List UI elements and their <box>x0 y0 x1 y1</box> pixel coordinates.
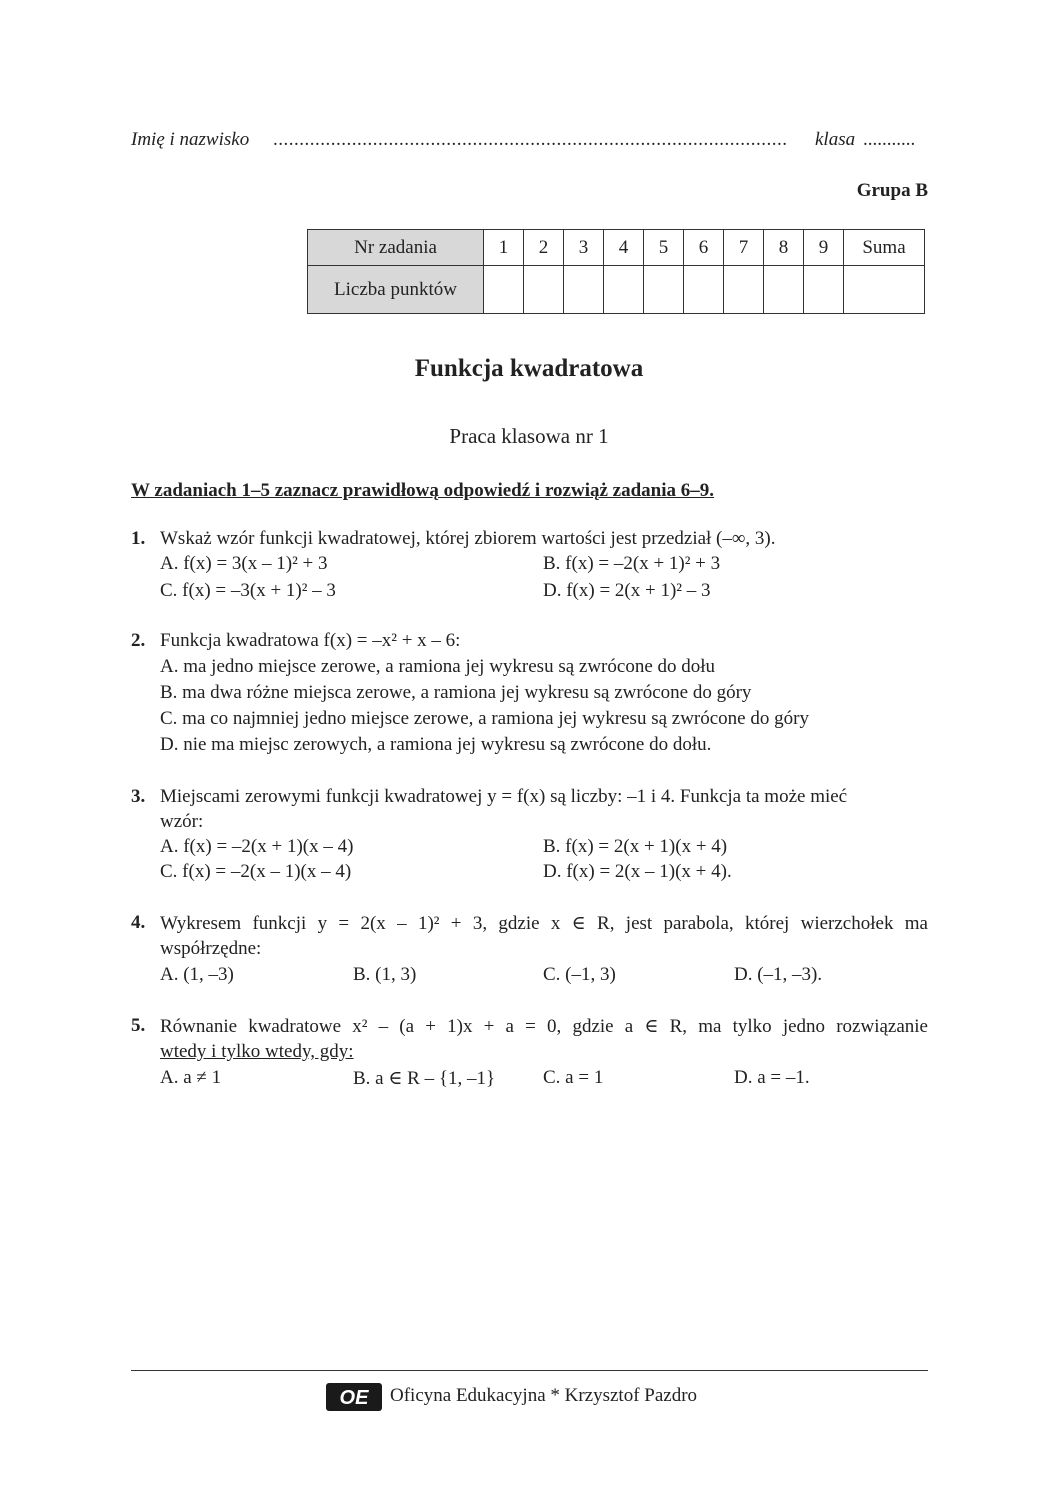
question-number: 4. <box>131 912 146 933</box>
answer-option[interactable]: B. ma dwa różne miejsca zerowe, a ramiona jej wykresu są zwrócone do góry <box>160 682 752 703</box>
score-table <box>307 229 925 314</box>
points-cell[interactable] <box>564 266 604 314</box>
task-number-cell: 4 <box>604 230 644 266</box>
logo-text: OE <box>339 1387 369 1409</box>
points-cell[interactable] <box>484 266 524 314</box>
question-text: Miejscami zerowymi funkcji kwadratowej y = f(x) są liczby: –1 i 4. Funkcja ta może mieć <box>160 786 848 807</box>
question-text-continued: wzór: <box>160 811 204 832</box>
answer-option[interactable]: B. (1, 3) <box>353 964 417 985</box>
points-cell[interactable] <box>724 266 764 314</box>
publisher-name: Oficyna Edukacyjna * Krzysztof Pazdro <box>390 1385 698 1406</box>
answer-option[interactable]: C. (–1, 3) <box>543 964 616 985</box>
answer-option[interactable]: D. f(x) = 2(x + 1)² – 3 <box>543 580 711 601</box>
task-number-cell: 6 <box>684 230 724 266</box>
question-text: Wskaż wzór funkcji kwadratowej, której zbiorem wartości jest przedział (–∞, 3). <box>160 528 776 549</box>
answer-option[interactable]: A. f(x) = –2(x + 1)(x – 4) <box>160 836 354 857</box>
question-text: Wykresem funkcji y = 2(x – 1)² + 3, gdzie x ∈ R, jest parabola, której wierzchołek ma <box>160 913 928 934</box>
answer-option[interactable]: A. (1, –3) <box>160 964 234 985</box>
answer-option[interactable]: A. a ≠ 1 <box>160 1067 222 1088</box>
task-number-cell: 5 <box>644 230 684 266</box>
question-number: 1. <box>131 528 146 549</box>
points-cell[interactable] <box>644 266 684 314</box>
points-cell[interactable] <box>604 266 644 314</box>
publisher-logo-icon <box>326 1383 382 1411</box>
answer-option[interactable]: D. f(x) = 2(x – 1)(x + 4). <box>543 861 732 882</box>
answer-option[interactable]: D. (–1, –3). <box>734 964 823 985</box>
class-label: klasa <box>815 129 856 150</box>
student-name-line <box>131 129 928 153</box>
footer-divider <box>131 1370 928 1371</box>
answer-option[interactable]: A. f(x) = 3(x – 1)² + 3 <box>160 553 328 574</box>
task-number-cell: 3 <box>564 230 604 266</box>
row-label-task-number: Nr zadania <box>308 230 484 266</box>
group-label: Grupa B <box>856 180 928 201</box>
answer-option[interactable]: B. a ∈ R – {1, –1} <box>353 1068 496 1089</box>
points-cell[interactable] <box>684 266 724 314</box>
task-number-cell: 8 <box>764 230 804 266</box>
answer-option[interactable]: C. a = 1 <box>543 1067 604 1088</box>
answer-option[interactable]: D. a = –1. <box>734 1067 810 1088</box>
page-subtitle: Praca klasowa nr 1 <box>449 424 609 448</box>
name-field[interactable]: .................................................................................................. <box>273 129 788 150</box>
question-number: 5. <box>131 1015 146 1036</box>
row-label-points: Liczba punktów <box>308 266 484 314</box>
answer-option[interactable]: C. f(x) = –2(x – 1)(x – 4) <box>160 861 352 882</box>
question-number: 2. <box>131 630 146 651</box>
points-cell[interactable] <box>764 266 804 314</box>
name-label: Imię i nazwisko <box>131 129 250 150</box>
question-number: 3. <box>131 786 146 807</box>
question-text: Funkcja kwadratowa f(x) = –x² + x – 6: <box>160 630 461 651</box>
task-number-cell: 1 <box>484 230 524 266</box>
instruction: W zadaniach 1–5 zaznacz prawidłową odpowiedź i rozwiąż zadania 6–9. <box>131 480 715 501</box>
page-title: Funkcja kwadratowa <box>414 355 644 382</box>
class-field[interactable]: ........... <box>863 129 916 150</box>
answer-option[interactable]: C. f(x) = –3(x + 1)² – 3 <box>160 580 336 601</box>
points-cell[interactable] <box>804 266 844 314</box>
sum-header-cell: Suma <box>844 230 925 266</box>
points-cell[interactable] <box>524 266 564 314</box>
question-text-continued: wtedy i tylko wtedy, gdy: <box>160 1041 354 1062</box>
question-text-continued: współrzędne: <box>160 938 262 959</box>
task-number-cell: 7 <box>724 230 764 266</box>
question-text: Równanie kwadratowe x² – (a + 1)x + a = 0, gdzie a ∈ R, ma tylko jedno rozwiązanie <box>160 1016 928 1037</box>
answer-option[interactable]: D. nie ma miejsc zerowych, a ramiona jej wykresu są zwrócone do dołu. <box>160 734 712 755</box>
task-number-cell: 2 <box>524 230 564 266</box>
task-number-cell: 9 <box>804 230 844 266</box>
answer-option[interactable]: B. f(x) = 2(x + 1)(x + 4) <box>543 836 728 857</box>
answer-option[interactable]: B. f(x) = –2(x + 1)² + 3 <box>543 553 721 574</box>
answer-option[interactable]: A. ma jedno miejsce zerowe, a ramiona jej wykresu są zwrócone do dołu <box>160 656 716 677</box>
sum-points-cell[interactable] <box>844 266 925 314</box>
answer-option[interactable]: C. ma co najmniej jedno miejsce zerowe, a ramiona jej wykresu są zwrócone do góry <box>160 708 809 729</box>
